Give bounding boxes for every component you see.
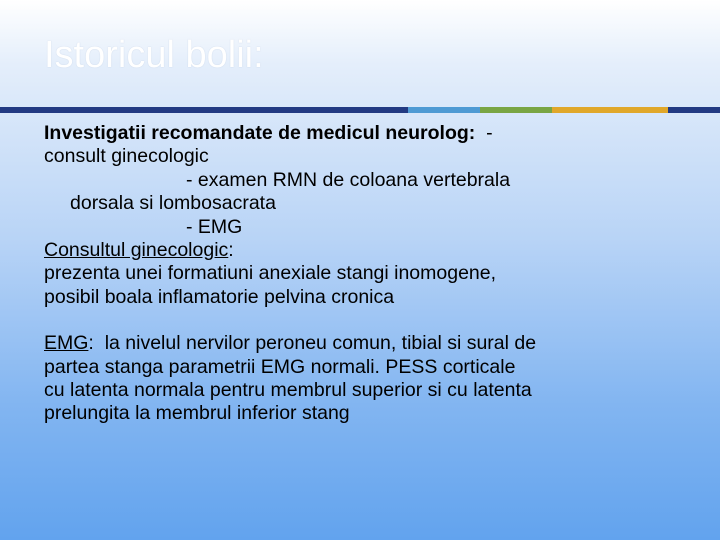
- investigation-item-emg: - EMG: [186, 215, 243, 238]
- paragraph-gap: [44, 309, 694, 332]
- investigation-item-rmn-line1: - examen RMN de coloana vertebrala: [186, 168, 511, 191]
- emg-text-line3: cu latenta normala pentru membrul superior si cu latenta: [44, 378, 532, 401]
- investigation-item-gyn: consult ginecologic: [44, 145, 209, 168]
- slide-body: [44, 122, 694, 426]
- gyn-heading: Consultul ginecologic: [44, 238, 229, 261]
- gyn-text-line1: prezenta unei formatiuni anexiale stangi inomogene,: [44, 262, 497, 285]
- investigations-heading-line: [44, 122, 694, 145]
- investigation-item-rmn-line2: dorsala si lombosacrata: [70, 192, 276, 215]
- emg-label: EMG: [44, 332, 89, 355]
- gyn-colon: :: [228, 238, 234, 261]
- title-divider: [0, 107, 720, 113]
- slide-title: Istoricul bolii:: [44, 34, 264, 76]
- emg-line1: [44, 332, 694, 355]
- investigations-heading: Investigatii recomandate de medicul neurolog:: [44, 122, 476, 144]
- emg-text-line4: prelungita la membrul inferior stang: [44, 402, 350, 425]
- investigations-dash: -: [486, 122, 493, 144]
- divider-segment-blue: [408, 107, 480, 113]
- divider-segment-gold: [552, 107, 668, 113]
- divider-segment-green: [480, 107, 552, 113]
- divider-segment-navy: [0, 107, 408, 113]
- emg-text-line1: la nivelul nervilor peroneu comun, tibial si sural de: [104, 332, 537, 355]
- gyn-text-line2: posibil boala inflamatorie pelvina cronica: [44, 285, 395, 308]
- gyn-heading-line: [44, 239, 694, 262]
- emg-colon: :: [88, 332, 94, 355]
- divider-segment-navy-end: [668, 107, 720, 113]
- emg-text-line2: partea stanga parametrii EMG normali. PESS corticale: [44, 355, 516, 378]
